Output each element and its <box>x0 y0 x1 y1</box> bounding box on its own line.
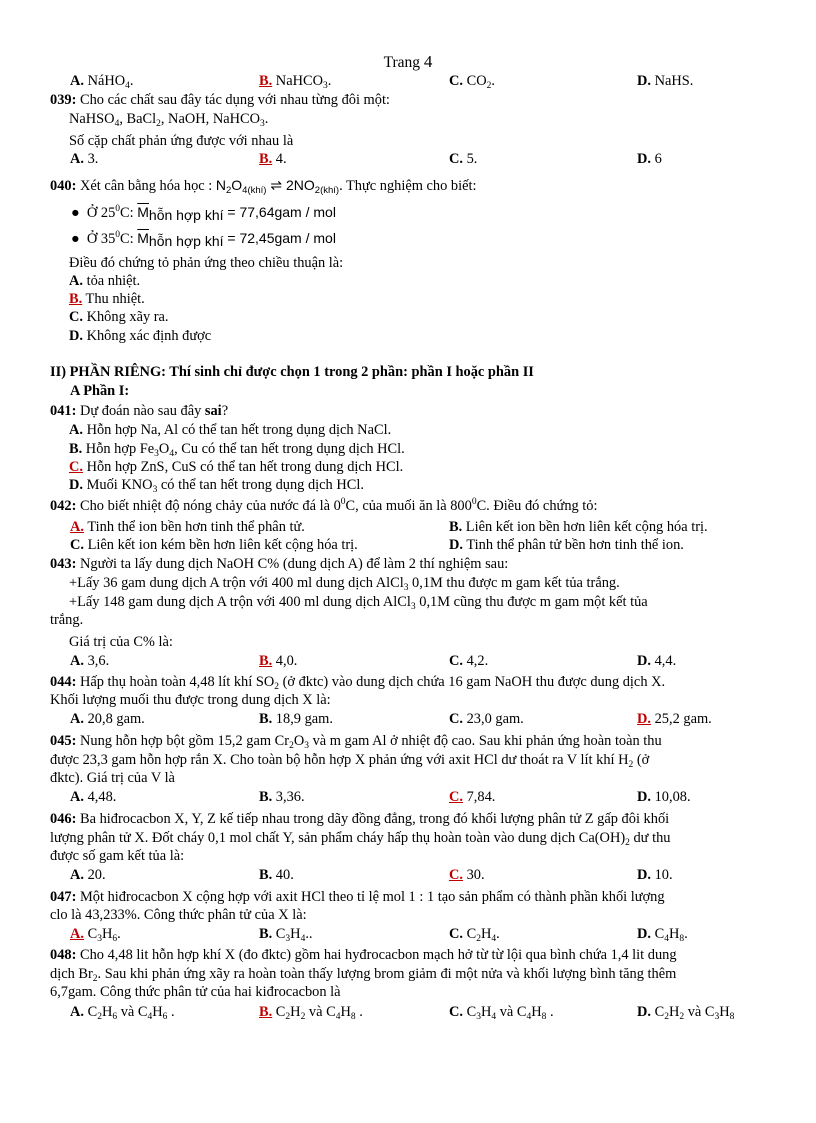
q44-stem: 044: Hấp thụ hoàn toàn 4,48 lít khí $SO_2$ (ở đktc) vào dung dịch chứa 16 gam NaOH thu được dung dịch X. <box>50 674 666 692</box>
q48-option-c: C. $C_3H_4$ và $C_4H_8$ . <box>449 1004 554 1022</box>
q41-option-c: C. Hỗn hợp ZnS, CuS có thể tan hết trong dung dịch HCl. <box>69 459 404 475</box>
q42-option-d: D. Tinh thể phân tử bền hơn tinh thể ion. <box>449 537 684 553</box>
q39-option-a: A. 3. <box>70 151 99 167</box>
q43-option-d: D. 4,4. <box>637 653 677 669</box>
q43-option-c: C. 4,2. <box>449 653 489 669</box>
q45-option-a: A. 4,48. <box>70 789 117 805</box>
q47-option-d: D. $C_4H_8$. <box>637 926 688 944</box>
question-number: 048: <box>50 947 77 963</box>
q43-continuation: trắng. <box>50 612 84 628</box>
q46-stem-2: lượng phân tử X. Đốt cháy 0,1 mol chất Y, sản phẩm cháy hấp thụ hoàn toàn vào dung dịch $Ca(OH)_2$ dư thu <box>50 830 671 848</box>
q39-option-c: C. 5. <box>449 151 478 167</box>
q45-stem-3: đktc). Giá trị của V là <box>50 770 175 786</box>
q40-bullet-1: ● Ở $25^0C$: $\overline{M}_{hỗn hợp khí} = 77,64gam$ / mol <box>71 204 336 223</box>
q46-stem-3: được số gam kết tủa là: <box>50 848 185 864</box>
q48-option-b: B. $C_2H_2$ và $C_4H_8$ . <box>259 1004 363 1022</box>
part-heading: A Phần I: <box>70 383 130 399</box>
q45-option-c: C. 7,84. <box>449 789 496 805</box>
q48-stem: 048: Cho 4,48 lit hỗn hợp khí X (đo đktc) gồm hai hyđrocacbon mạch hở từ từ lội qua bình chứa 1,4 lit dung <box>50 947 677 963</box>
q40-option-d: D. Không xác định được <box>69 328 212 344</box>
q47-stem-2: clo là 43,233%. Công thức phân tử của X là: <box>50 907 307 923</box>
q47-option-b: B. $C_3H_4$.. <box>259 926 313 944</box>
q45-option-b: B. 3,36. <box>259 789 305 805</box>
correct-answer-mark: A. <box>70 926 84 942</box>
q43-experiment-1: +Lấy 36 gam dung dịch A trộn với 400 ml dung dịch AlCl$_3$ 0,1M thu được m gam kết tủa trắng. <box>69 575 620 593</box>
q47-stem: 047: Một hiđrocacbon X cộng hợp với axit HCl theo tỉ lệ mol 1 : 1 tạo sản phẩm có thành phần khối lượng <box>50 889 665 905</box>
q43-option-a: A. 3,6. <box>70 653 110 669</box>
question-number: 047: <box>50 889 77 905</box>
q39-stem: 039: Cho các chất sau đây tác dụng với nhau từng đôi một: <box>50 92 390 108</box>
q46-option-d: D. 10. <box>637 867 673 883</box>
equilibrium-arrow-icon: ⇌ <box>270 177 283 193</box>
q40-option-a: A. tỏa nhiệt. <box>69 273 141 289</box>
page-number: 4 <box>423 52 433 71</box>
q41-option-d: D. Muối $KNO_3$ có thể tan hết trong dụng dịch HCl. <box>69 477 364 495</box>
q43-experiment-2: +Lấy 148 gam dung dịch A trộn với 400 ml dung dịch AlCl$_3$ 0,1M cũng thu được m gam một kết tủa <box>69 594 648 612</box>
q43-stem: 043: Người ta lấy dung dịch NaOH C% (dung dịch A) để làm 2 thí nghiệm sau: <box>50 556 509 572</box>
q42-option-a: A. Tinh thể ion bền hơn tinh thể phân tử. <box>70 519 305 535</box>
question-number: 039: <box>50 92 77 108</box>
correct-answer-mark: C. <box>449 789 463 805</box>
q41-option-a: A. Hỗn hợp Na, Al có thể tan hết trong dụng dịch NaCl. <box>69 422 392 438</box>
q43-ask: Giá trị của C% là: <box>69 634 173 650</box>
q39-chemicals: NaHSO$_4$, BaCl$_2$, NaOH, NaHCO$_3$. <box>69 111 269 129</box>
question-number: 043: <box>50 556 77 572</box>
q46-option-b: B. 40. <box>259 867 294 883</box>
question-number: 046: <box>50 811 77 827</box>
q41-option-b: B. Hỗn hợp $Fe_3O_4$, Cu có thể tan hết trong dụng dịch HCl. <box>69 441 405 459</box>
q41-stem: 041: Dự đoán nào sau đây sai? <box>50 403 229 419</box>
question-number: 044: <box>50 674 77 690</box>
correct-answer-mark: B. <box>259 1004 273 1020</box>
q44-option-c: C. 23,0 gam. <box>449 711 524 727</box>
question-number: 042: <box>50 498 77 514</box>
correct-answer-mark: B. <box>69 291 83 307</box>
page-title <box>0 52 816 72</box>
q40-option-b: B. Thu nhiệt. <box>69 291 145 307</box>
bullet-icon: ● <box>71 231 80 247</box>
q40-ask: Điều đó chứng tỏ phản ứng theo chiều thuận là: <box>69 255 344 271</box>
q48-option-d: D. $C_2H_2$ và $C_3H_8$ <box>637 1004 735 1022</box>
correct-answer-mark: B. <box>259 653 273 669</box>
q47-option-a: A. $C_3H_6$. <box>70 926 121 944</box>
q45-option-d: D. 10,08. <box>637 789 691 805</box>
q42-stem: 042: Cho biết nhiệt độ nóng chảy của nước đá là $0^0C$, của muối ăn là $800^0C$. Điều đó chứng tỏ: <box>50 497 598 514</box>
bullet-icon: ● <box>71 205 80 221</box>
correct-answer-mark: A. <box>70 519 84 535</box>
q43-option-b: B. 4,0. <box>259 653 298 669</box>
q48-option-a: A. $C_2H_6$ và $C_4H_6$ . <box>70 1004 175 1022</box>
q48-stem-3: 6,7gam. Công thức phân tử của hai kiđrocacbon là <box>50 984 341 1000</box>
question-number: 041: <box>50 403 77 419</box>
section-heading: II) PHẦN RIÊNG: Thí sinh chỉ được chọn 1 trong 2 phần: phần I hoặc phần II <box>50 364 534 380</box>
q44-option-b: B. 18,9 gam. <box>259 711 333 727</box>
q42-option-c: C. Liên kết ion kém bền hơn liên kết cộng hóa trị. <box>70 537 358 553</box>
q40-bullet-2: ● Ở $35^0C$: $\overline{M}_{hỗn hợp khí} = 72,45gam$ / mol <box>71 230 336 249</box>
correct-answer-mark: D. <box>637 711 651 727</box>
q46-option-a: A. 20. <box>70 867 106 883</box>
q39-option-b: B. 4. <box>259 151 287 167</box>
question-number: 045: <box>50 733 77 749</box>
q46-stem: 046: Ba hiđrocacbon X, Y, Z kế tiếp nhau trong dãy đồng đẳng, trong đó khối lượng phân tử Z gấp đôi khối <box>50 811 670 827</box>
q38-option-c: C. $CO_2$. <box>449 73 495 91</box>
equilibrium-equation: $N_2O_{4(khí)}$ ⇌ $2NO_{2(khí)}$ <box>215 177 340 196</box>
q40-stem: 040: Xét cân bằng hóa học : $N_2O_{4(khí)}$ ⇌ $2NO_{2(khí)}$. Thực nghiệm cho biết: <box>50 177 477 196</box>
q46-option-c: C. 30. <box>449 867 485 883</box>
q44-option-d: D. 25,2 gam. <box>637 711 712 727</box>
correct-answer-mark: C. <box>449 867 463 883</box>
correct-answer-mark: B. <box>259 151 273 167</box>
q45-stem: 045: Nung hỗn hợp bột gồm 15,2 gam $Cr_2O_3$ và m gam Al ở nhiệt độ cao. Sau khi phản ứng hoàn toàn thu <box>50 733 662 751</box>
correct-answer-mark: C. <box>69 459 83 475</box>
q47-option-c: C. $C_2H_4$. <box>449 926 500 944</box>
page-title-label: Trang <box>383 54 421 71</box>
q40-option-c: C. Không xãy ra. <box>69 309 169 325</box>
q39-ask: Số cặp chất phản ứng được với nhau là <box>69 133 294 149</box>
correct-answer-mark: B. <box>259 73 273 89</box>
q48-stem-2: dịch $Br_2$. Sau khi phản ứng xãy ra hoàn toàn thấy lượng brom giảm đi một nửa và khối lượng bình tăng thêm <box>50 966 677 984</box>
q38-option-d: D. NaHS. <box>637 73 694 89</box>
q45-stem-2: được 23,3 gam hỗn hợp rắn X. Cho toàn bộ hỗn hợp X phản ứng với axit HCl dư thoát ra V lít khí $H_2$ (ở <box>50 752 650 770</box>
q38-option-b: B. NaHCO$_3$. <box>259 73 332 91</box>
q44-stem-2: Khối lượng muối thu được trong dung dịch X là: <box>50 692 331 708</box>
q44-option-a: A. 20,8 gam. <box>70 711 145 727</box>
q39-option-d: D. 6 <box>637 151 662 167</box>
q42-option-b: B. Liên kết ion bền hơn liên kết cộng hóa trị. <box>449 519 708 535</box>
q38-option-a: A. NáHO$_4$. <box>70 73 134 91</box>
question-number: 040: <box>50 178 77 194</box>
